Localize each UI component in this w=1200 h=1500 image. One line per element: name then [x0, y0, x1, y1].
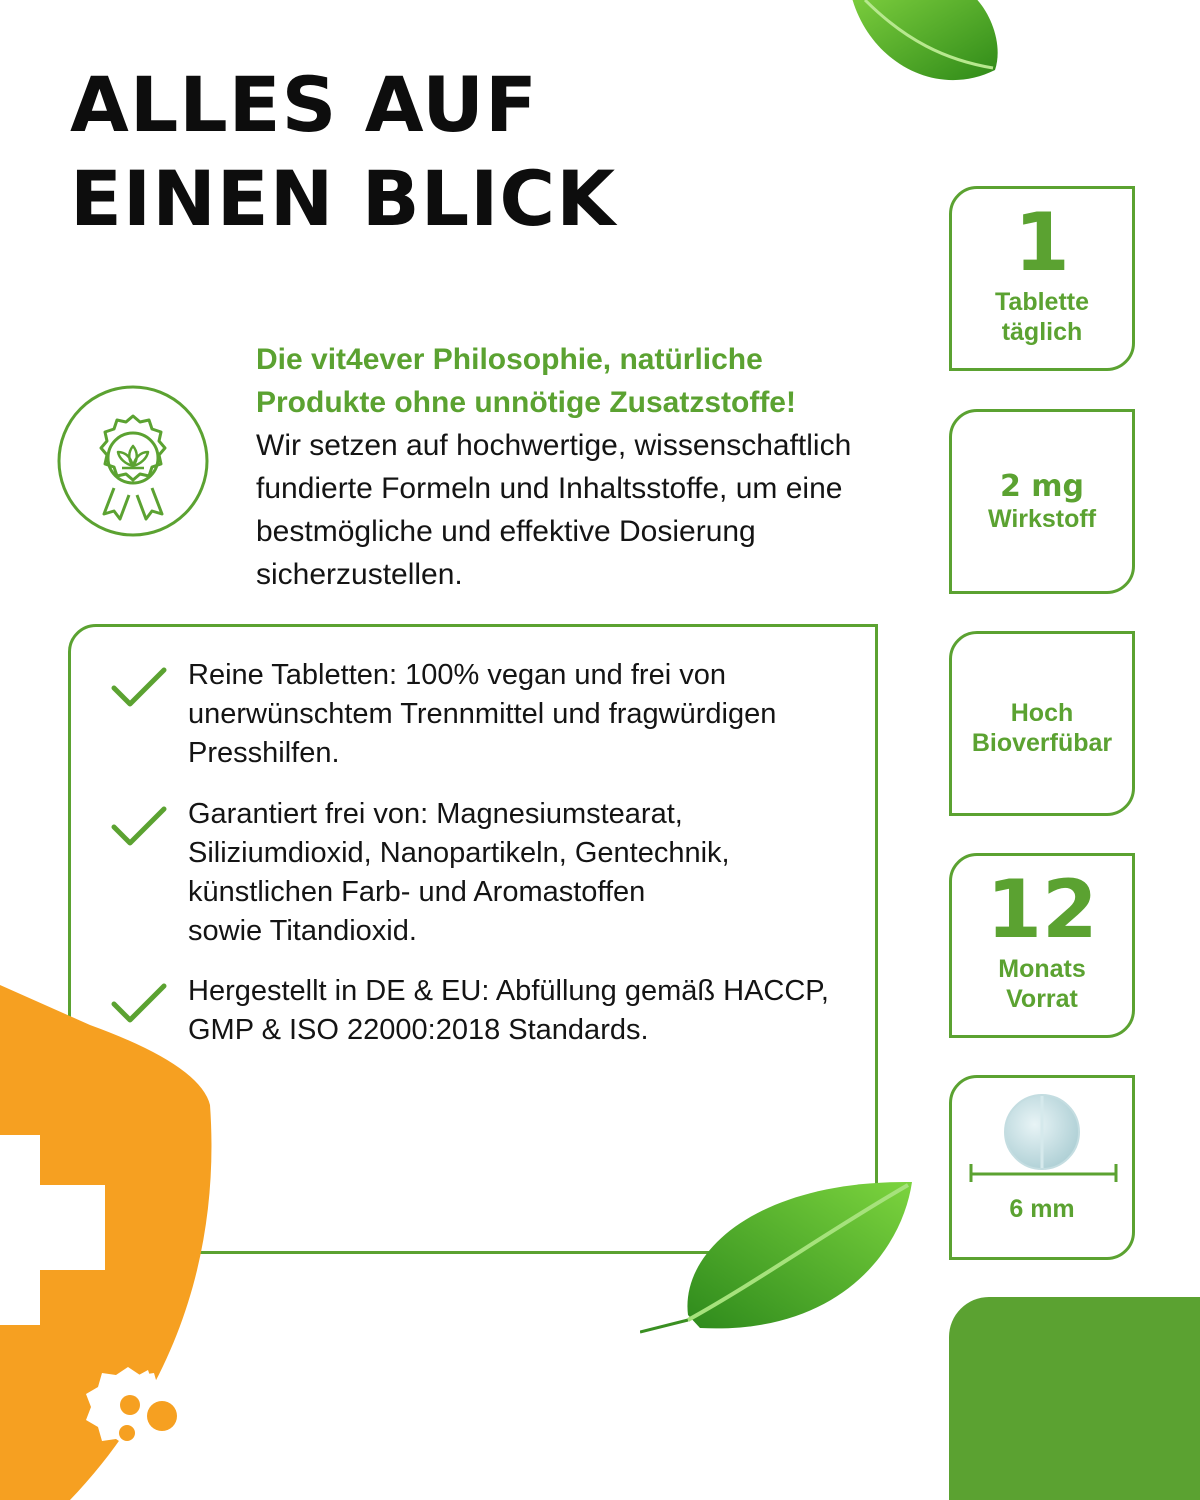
benefit-line: Presshilfen. — [188, 737, 340, 769]
dose-value: 1 — [1014, 196, 1070, 289]
benefit-line: unerwünschtem Trennmittel und fragwürdigen — [188, 698, 777, 730]
dose-label-line1: Tablette — [995, 288, 1089, 316]
intro-body: Wir setzen auf hochwertige, wissenschaftlich fundierte Formeln und Inhaltsstoffe, um eine bestmögliche und effektive Dosierung sicherzustellen. — [256, 429, 852, 591]
feature-card-bioavailability — [949, 631, 1135, 816]
intro-text — [256, 338, 856, 596]
supply-value: 12 — [986, 863, 1098, 956]
bio-label-line1: Hoch — [1010, 699, 1074, 727]
feature-card-amount — [949, 409, 1135, 594]
intro-headline-line2: Produkte ohne unnötige Zusatzstoffe! — [256, 386, 796, 419]
page-title-line1: ALLES AUF — [70, 60, 538, 149]
feature-card-size — [949, 1075, 1135, 1260]
benefit-line: Garantiert frei von: Magnesiumstearat, — [188, 798, 683, 830]
quality-award-leaf-icon — [56, 384, 210, 538]
green-corner-shape — [949, 1297, 1200, 1500]
amount-value: 2 mg — [999, 469, 1085, 504]
benefit-line: künstlichen Farb- und Aromastoffen — [188, 876, 646, 908]
dose-label-line2: täglich — [1001, 318, 1083, 346]
benefit-line: GMP & ISO 22000:2018 Standards. — [188, 1014, 649, 1046]
leaf-bottom-image — [640, 1160, 920, 1360]
supply-label-line1: Monats — [998, 955, 1086, 983]
benefit-line: sowie Titandioxid. — [188, 915, 417, 947]
benefit-line: Reine Tabletten: 100% vegan und frei von — [188, 659, 726, 691]
page-title — [70, 58, 616, 246]
page-title-line2: EINEN BLICK — [70, 154, 617, 243]
feature-card-dose — [949, 186, 1135, 371]
leaf-top-image — [845, 0, 1005, 95]
checkmark-icon — [110, 801, 170, 851]
bio-label-line2: Bioverfübar — [971, 729, 1113, 757]
amount-label: Wirkstoff — [987, 505, 1097, 533]
supply-label-line2: Vorrat — [1006, 985, 1078, 1013]
benefit-line: Siliziumdioxid, Nanopartikeln, Gentechnik, — [188, 837, 730, 869]
benefit-line: Hergestellt in DE & EU: Abfüllung gemäß HACCP, — [188, 975, 829, 1007]
tablet-image — [952, 1078, 1138, 1188]
feature-card-supply — [949, 853, 1135, 1038]
size-label: 6 mm — [1009, 1195, 1075, 1223]
health-shield-icon — [0, 985, 220, 1500]
checkmark-icon — [110, 662, 170, 712]
intro-headline-line1: Die vit4ever Philosophie, natürliche — [256, 343, 763, 376]
